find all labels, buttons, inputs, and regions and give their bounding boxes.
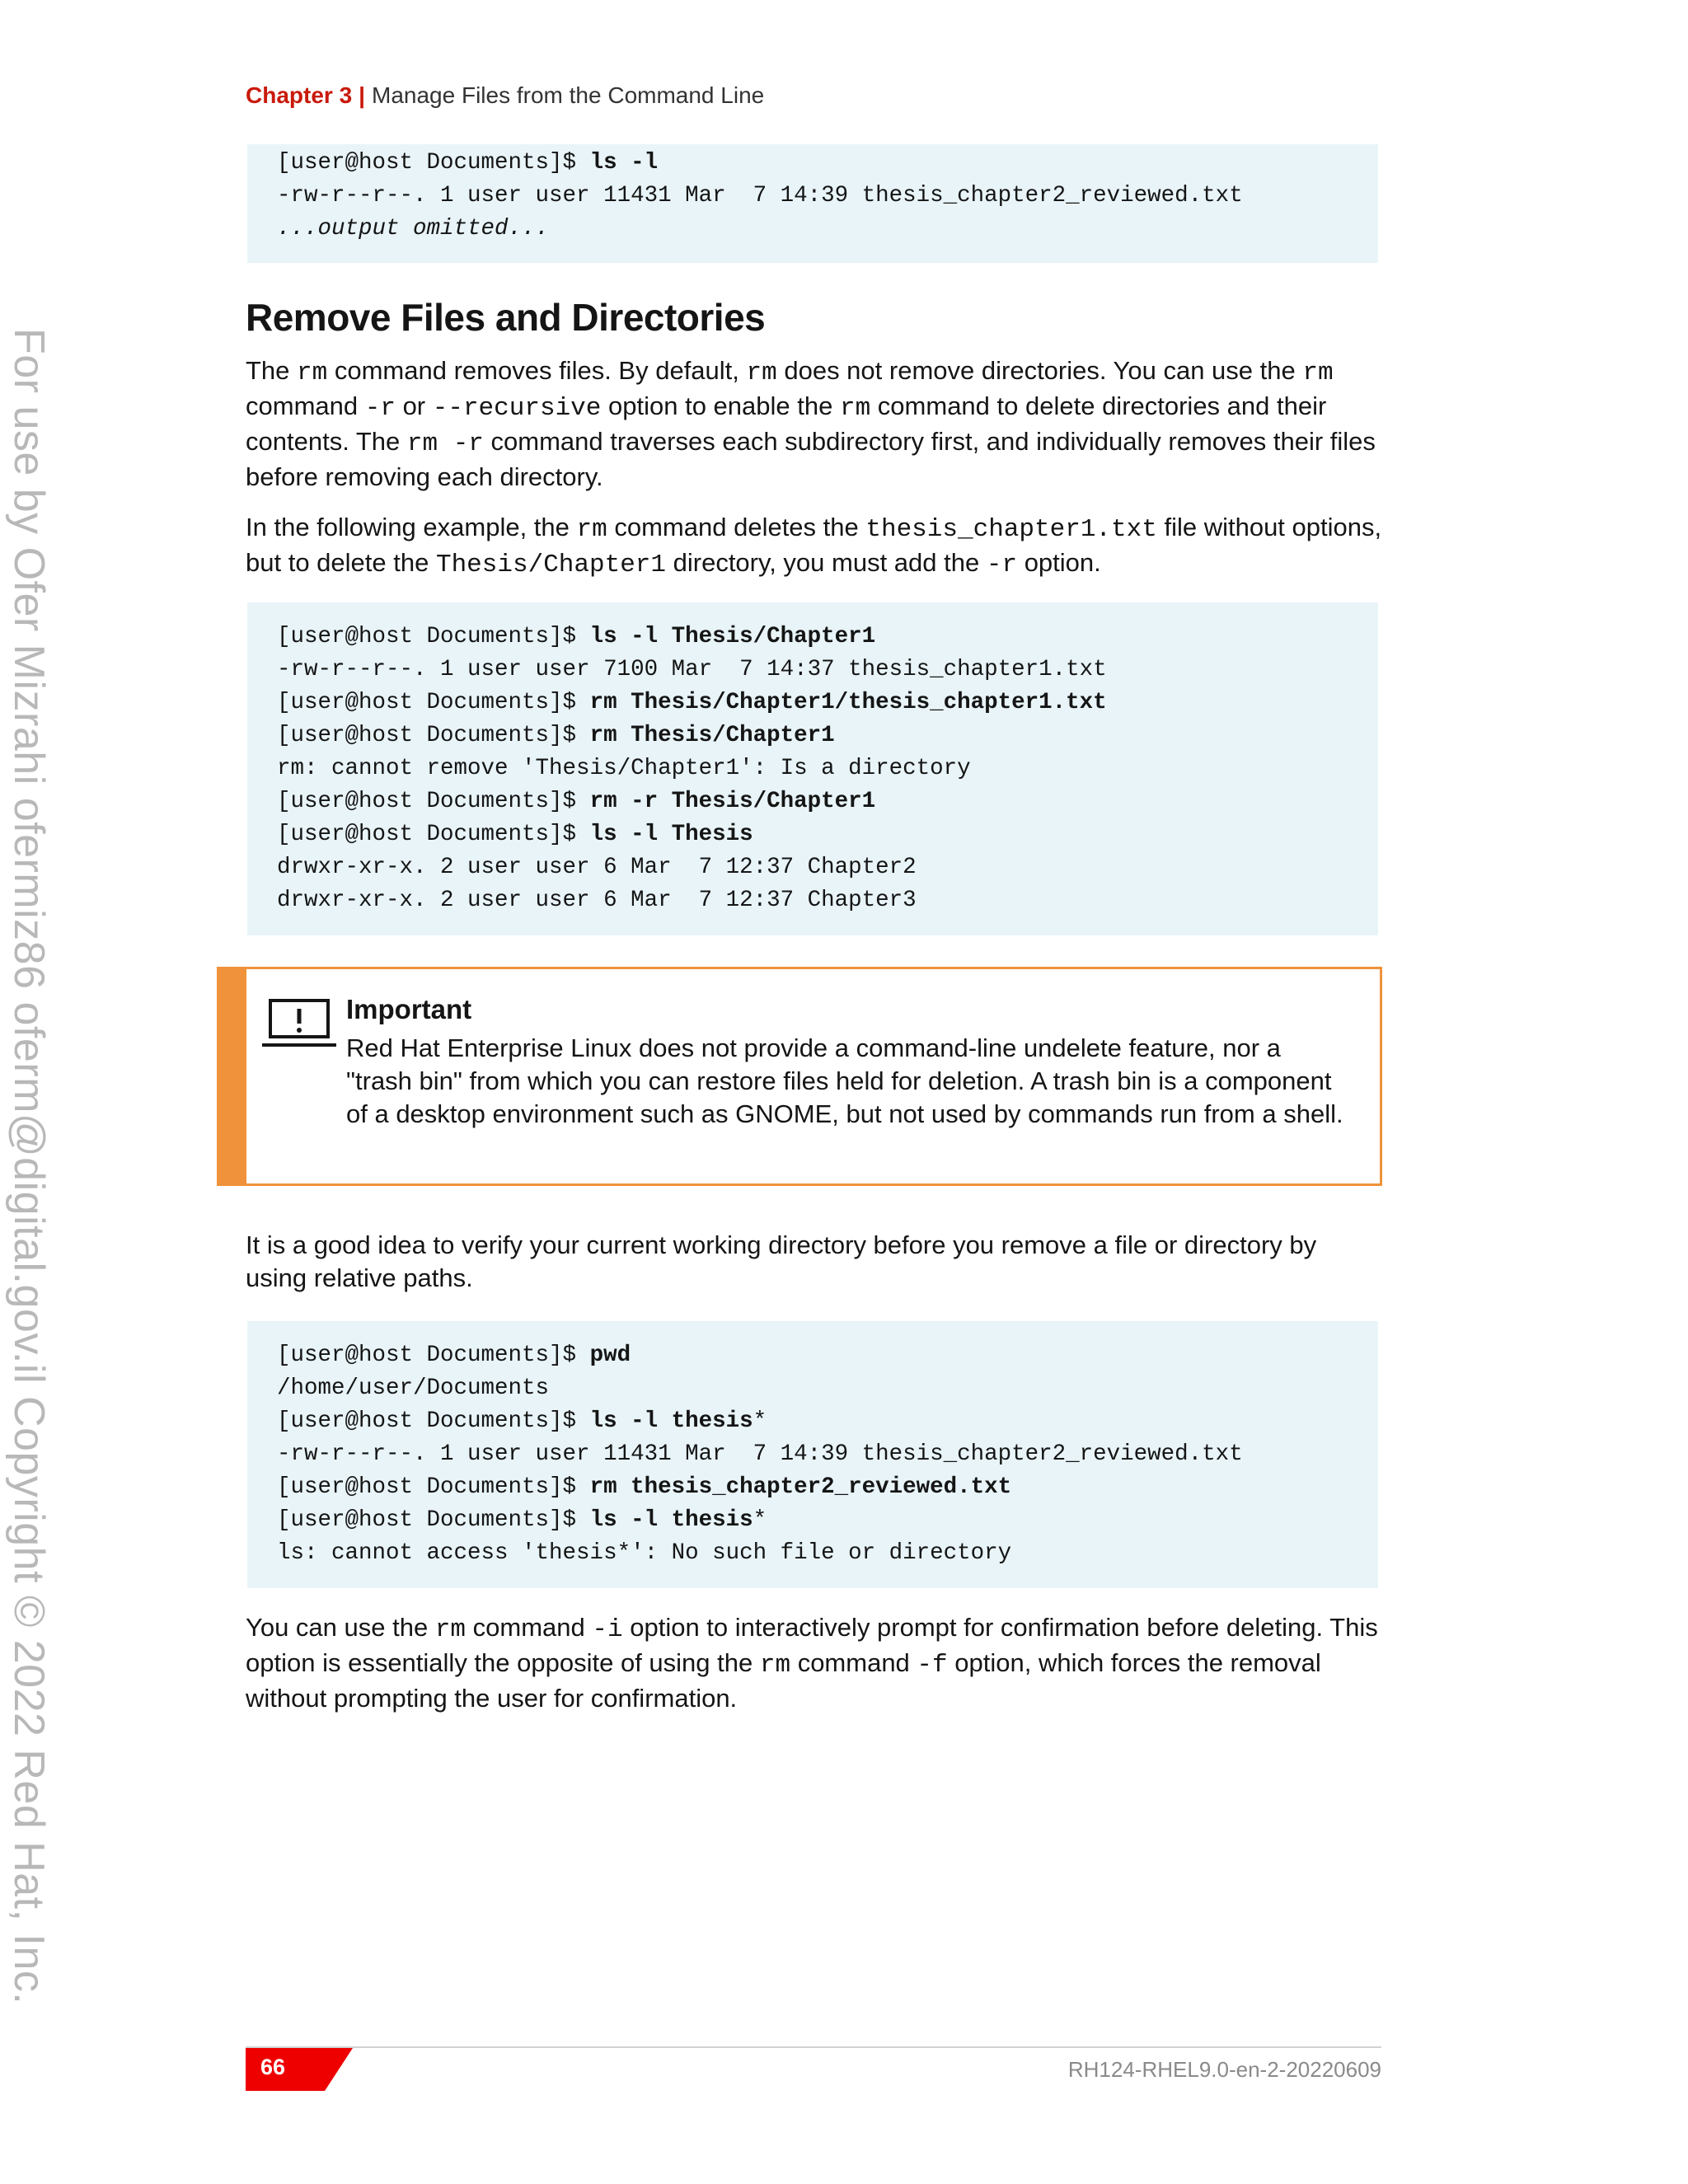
command-output: rm: cannot remove 'Thesis/Chapter1': Is a directory (277, 756, 971, 781)
text-run: In the following example, the (246, 513, 577, 541)
text-run: or (395, 391, 433, 420)
inline-code: rm (1302, 359, 1334, 387)
code-line (277, 752, 1348, 785)
shell-command: ls -l thesis (589, 1408, 753, 1434)
shell-prompt: [user@host Documents]$ (277, 789, 590, 814)
inline-code: rm (759, 1651, 791, 1680)
inline-code: --recursive (432, 394, 602, 423)
code-line (277, 818, 1348, 851)
section-heading: Remove Files and Directories (246, 296, 766, 339)
command-output: -rw-r--r--. 1 user user 11431 Mar 7 14:39 thesis_chapter2_reviewed.txt (277, 1441, 1243, 1467)
text-run: file without options, but to delete the (246, 513, 1382, 577)
shell-command: rm Thesis/Chapter1 (589, 723, 835, 748)
code-block-rm-example (247, 602, 1378, 935)
code-line (277, 1537, 1348, 1570)
text-run: option, which forces the removal without prompting the user for confirmation. (246, 1648, 1321, 1713)
code-line (277, 785, 1348, 818)
text-run: option to interactively prompt for confirmation before deleting. This option is essentially the opposite of using the (246, 1613, 1378, 1677)
text-run: command (246, 391, 365, 420)
paragraph-verify-directory (246, 1229, 1383, 1295)
shell-command: ls -l Thesis (589, 822, 753, 847)
code-line (277, 180, 1348, 213)
shell-command: rm Thesis/Chapter1/thesis_chapter1.txt (589, 690, 1107, 715)
text-run: option. (1017, 548, 1101, 577)
command-output: /home/user/Documents (277, 1376, 550, 1401)
inline-code: -f (917, 1651, 948, 1680)
text-run: command to delete directories and their contents. The (246, 391, 1327, 456)
inline-code: rm (434, 1615, 467, 1644)
inline-code: Thesis/Chapter1 (435, 551, 667, 579)
command-output: drwxr-xr-x. 2 user user 6 Mar 7 12:37 Chapter2 (277, 855, 917, 880)
text-run: command deletes the (607, 513, 866, 541)
shell-command: ls -l Thesis/Chapter1 (589, 624, 876, 649)
callout-body: Red Hat Enterprise Linux does not provide a command-line undelete feature, nor a "trash bin" from which you can restore files held for deletion. A trash bin is a component of a desktop environment such as GNOME, but not used by commands run from a shell. (346, 1033, 1343, 1128)
code-line (277, 147, 1348, 180)
inline-code: thesis_chapter1.txt (865, 515, 1157, 544)
code-line (277, 719, 1348, 752)
shell-glob: * (753, 1507, 767, 1533)
code-line (277, 621, 1348, 654)
code-line (277, 1504, 1348, 1537)
inline-code: rm (297, 359, 328, 387)
text-run: command (466, 1613, 593, 1642)
command-output: -rw-r--r--. 1 user user 11431 Mar 7 14:39 thesis_chapter2_reviewed.txt (277, 183, 1243, 209)
shell-prompt: [user@host Documents]$ (277, 822, 590, 847)
shell-command: ls -l thesis (589, 1507, 753, 1533)
inline-code: -r (364, 394, 396, 423)
inline-code: -r (986, 551, 1018, 579)
paragraph-rm-example (246, 511, 1383, 582)
callout-accent-bar (217, 967, 246, 1186)
chapter-title: Manage Files from the Command Line (372, 82, 765, 108)
shell-prompt: [user@host Documents]$ (277, 150, 590, 176)
code-line (277, 1438, 1348, 1471)
callout-title: Important (346, 994, 472, 1024)
code-line (277, 654, 1348, 687)
text-run: The (246, 356, 298, 385)
text-run: command removes files. By default, (327, 356, 747, 385)
shell-command: rm thesis_chapter2_reviewed.txt (589, 1474, 1012, 1500)
shell-prompt: [user@host Documents]$ (277, 1343, 590, 1368)
shell-prompt: [user@host Documents]$ (277, 690, 590, 715)
code-line (277, 884, 1348, 917)
text-run: command traverses each subdirectory first, and individually removes their files before removing each directory. (246, 427, 1376, 491)
command-output: -rw-r--r--. 1 user user 7100 Mar 7 14:37 thesis_chapter1.txt (277, 657, 1107, 682)
page-number: 66 (260, 2055, 286, 2079)
running-header (246, 82, 764, 109)
shell-command: ls -l (589, 150, 659, 176)
code-line (277, 1372, 1348, 1405)
inline-code: -i (592, 1615, 623, 1644)
shell-prompt: [user@host Documents]$ (277, 624, 590, 649)
code-block-top (247, 144, 1378, 263)
document-id: RH124-RHEL9.0-en-2-20220609 (1067, 2057, 1381, 2082)
shell-prompt: [user@host Documents]$ (277, 723, 590, 748)
command-output: drwxr-xr-x. 2 user user 6 Mar 7 12:37 Chapter3 (277, 888, 917, 913)
copyright-watermark: For use by Ofer Mizrahi ofermiz86 oferm@digital.gov.il Copyright © 2022 Red Hat, Inc. (5, 328, 53, 2005)
inline-code: rm (839, 394, 871, 423)
text-run: directory, you must add the (666, 548, 987, 577)
shell-command: rm -r Thesis/Chapter1 (589, 789, 876, 814)
text-run: command (790, 1648, 917, 1677)
shell-prompt: [user@host Documents]$ (277, 1507, 590, 1533)
shell-command: pwd (589, 1343, 631, 1368)
code-line (277, 851, 1348, 884)
footer-rule (246, 2046, 1381, 2048)
inline-code: rm (746, 359, 777, 387)
header-separator: | (359, 82, 365, 108)
code-line (277, 1471, 1348, 1504)
inline-code: rm -r (406, 429, 484, 458)
shell-prompt: [user@host Documents]$ (277, 1408, 590, 1434)
text-run: You can use the (246, 1613, 435, 1642)
paragraph-interactive-option (246, 1611, 1383, 1715)
text-run: does not remove directories. You can use the (776, 356, 1303, 385)
text-run: option to enable the (601, 391, 840, 420)
important-callout (217, 967, 1382, 1186)
paragraph-rm-intro (246, 354, 1383, 494)
text-run: It is a good idea to verify your current working directory before you remove a file or directory by using relative paths. (246, 1230, 1317, 1292)
code-line (277, 213, 1348, 246)
shell-prompt: [user@host Documents]$ (277, 1474, 590, 1500)
code-block-verify-example (247, 1321, 1378, 1588)
inline-code: rm (576, 515, 607, 544)
code-line (277, 1405, 1348, 1438)
command-output: ls: cannot access 'thesis*': No such file or directory (277, 1540, 1012, 1566)
output-omitted-note: ...output omitted... (277, 216, 550, 241)
shell-glob: * (753, 1408, 767, 1434)
warning-laptop-icon (262, 997, 336, 1055)
code-line (277, 687, 1348, 719)
code-line (277, 1339, 1348, 1372)
chapter-label: Chapter 3 (246, 82, 353, 108)
